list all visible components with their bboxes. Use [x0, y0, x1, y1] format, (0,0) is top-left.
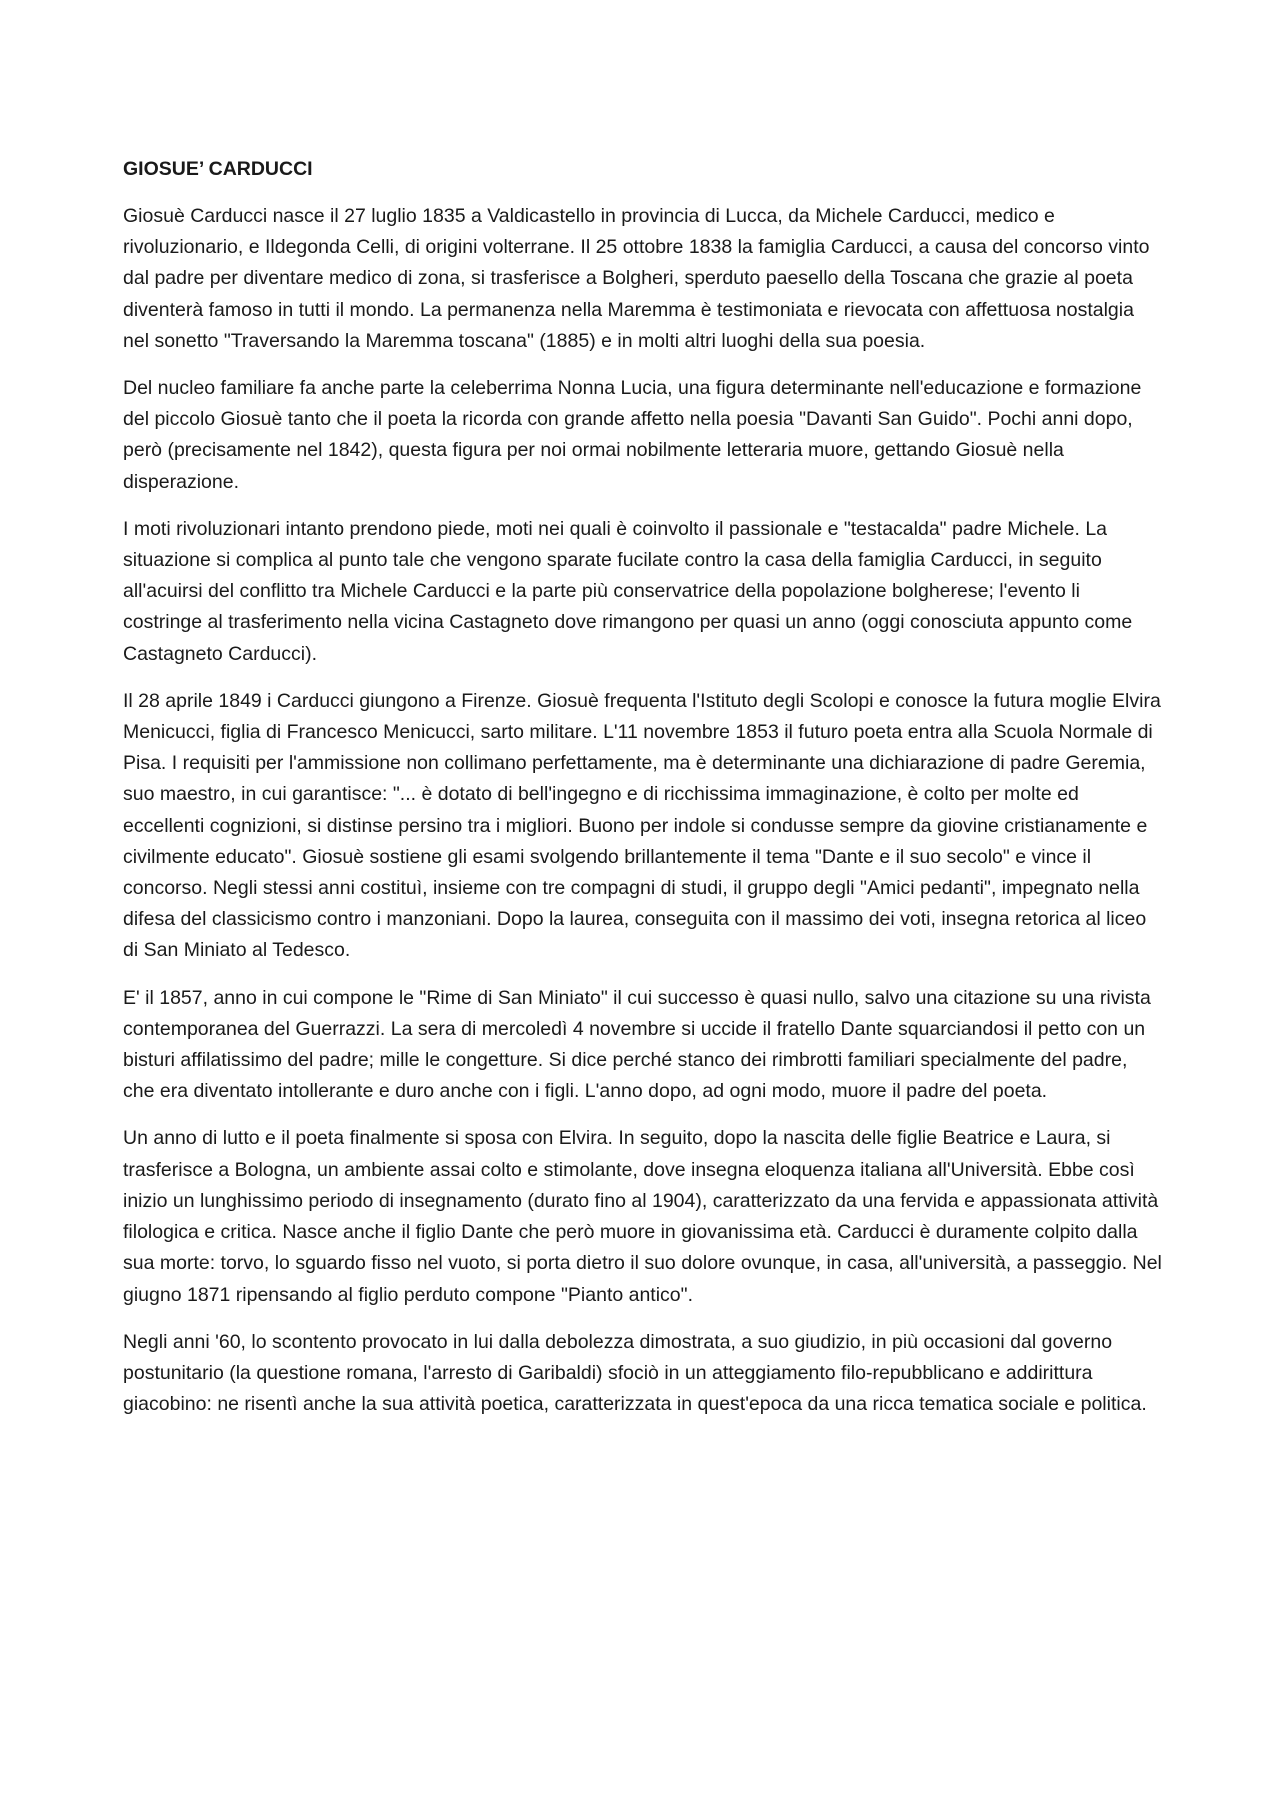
document-title: GIOSUE’ CARDUCCI [123, 158, 313, 180]
paragraph-rime-san-miniato: E' il 1857, anno in cui compone le "Rime di San Miniato" il cui successo è quasi nullo, salvo una citazione su una rivista contemporanea del Guerrazzi. La sera di mercoledì 4 novembre si uccide il fratello Dante squarciandosi il petto con un bisturi affilatissimo del padre; mille le congetture. Si dice perché stanco dei rimbrotti familiari specialmente del padre, che era diventato intollerante e duro anche con i figli. L'anno dopo, ad ogni modo, muore il padre del poeta. [123, 986, 1151, 1103]
paragraph-bologna: Un anno di lutto e il poeta finalmente si sposa con Elvira. In seguito, dopo la nascita delle figlie Beatrice e Laura, si trasferisce a Bologna, un ambiente assai colto e stimolante, dove insegna eloquenza italiana all'Università. Ebbe così inizio un lunghissimo periodo di insegnamento (durato fino al 1904), caratterizzato da una fervida e appassionata attività filologica e critica. Nasce anche il figlio Dante che però muore in giovanissima età. Carducci è duramente colpito dalla sua morte: torvo, lo sguardo fisso nel vuoto, si porta dietro il suo dolore ovunque, in casa, all'università, a passeggio. Nel giugno 1871 ripensando al figlio perduto compone "Pianto antico". [123, 1127, 1162, 1306]
paragraph-anni-sessanta: Negli anni '60, lo scontento provocato in lui dalla debolezza dimostrata, a suo giudizio, in più occasioni dal governo postunitario (la questione romana, l'arresto di Garibaldi) sfociò in un atteggiamento filo-repubblicano e addirittura giacobino: ne risentì anche la sua attività poetica, caratterizzata in quest'epoca da una ricca tematica sociale e politica. [123, 1330, 1147, 1416]
paragraph-nonna-lucia: Del nucleo familiare fa anche parte la celeberrima Nonna Lucia, una figura determinante nell'educazione e formazione del piccolo Giosuè tanto che il poeta la ricorda con grande affetto nella poesia "Davanti San Guido". Pochi anni dopo, però (precisamente nel 1842), questa figura per noi ormai nobilmente letteraria muore, gettando Giosuè nella disperazione. [123, 377, 1142, 493]
paragraph-birth: Giosuè Carducci nasce il 27 luglio 1835 a Valdicastello in provincia di Lucca, da Michele Carducci, medico e rivoluzionario, e Ildegonda Celli, di origini volterrane. Il 25 ottobre 1838 la famiglia Carducci, a causa del concorso vinto dal padre per diventare medico di zona, si trasferisce a Bolgheri, sperduto paesello della Toscana che grazie al poeta diventerà famoso in tutti il mondo. La permanenza nella Maremma è testimoniata e rievocata con affettuosa nostalgia nel sonetto "Traversando la Maremma toscana" (1885) e in molti altri luoghi della sua poesia. [123, 205, 1150, 352]
document-body [123, 154, 1163, 1436]
paragraph-firenze-pisa: Il 28 aprile 1849 i Carducci giungono a Firenze. Giosuè frequenta l'Istituto degli Scolopi e conosce la futura moglie Elvira Menicucci, figlia di Francesco Menicucci, sarto militare. L'11 novembre 1853 il futuro poeta entra alla Scuola Normale di Pisa. I requisiti per l'ammissione non collimano perfettamente, ma è determinante una dichiarazione di padre Geremia, suo maestro, in cui garantisce: "... è dotato di bell'ingegno e di ricchissima immaginazione, è colto per molte ed eccellenti cognizioni, si distinse persino tra i migliori. Buono per indole si condusse sempre da giovine cristianamente e civilmente educato". Giosuè sostiene gli esami svolgendo brillantemente il tema "Dante e il suo secolo" e vince il concorso. Negli stessi anni costituì, insieme con tre compagni di studi, il gruppo degli "Amici pedanti", impegnato nella difesa del classicismo contro i manzoniani. Dopo la laurea, conseguita con il massimo dei voti, insegna retorica al liceo di San Miniato al Tedesco. [123, 689, 1161, 962]
paragraph-moti-rivoluzionari: I moti rivoluzionari intanto prendono piede, moti nei quali è coinvolto il passionale e "testacalda" padre Michele. La situazione si complica al punto tale che vengono sparate fucilate contro la casa della famiglia Carducci, in seguito all'acuirsi del conflitto tra Michele Carducci e la parte più conservatrice della popolazione bolgherese; l'evento li costringe al trasferimento nella vicina Castagneto dove rimangono per quasi un anno (oggi conosciuta appunto come Castagneto Carducci). [123, 517, 1133, 665]
